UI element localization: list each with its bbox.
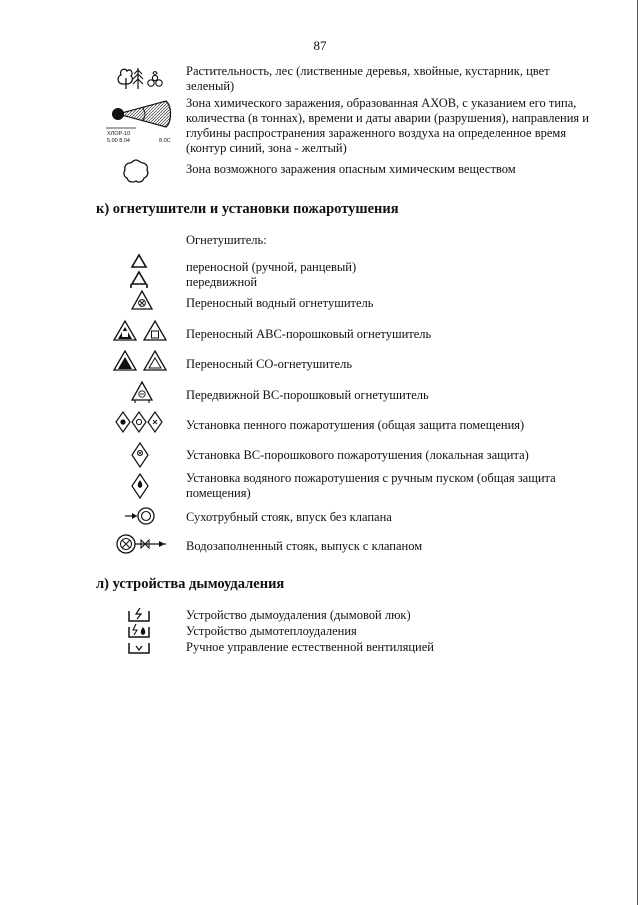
bc-mobile-label: Передвижной ВС-порошковый огнетушитель — [186, 388, 429, 402]
vegetation-description: Растительность, лес (лиственные деревья, хвойные, кустарник, цвет зеленый) — [186, 64, 550, 93]
chemical-zone-description: Зона химического заражения, образованная АХОВ, с указанием его типа, количества (в тоннах), времени и даты аварии (разрушения), направления и глубины распространения зараженного воздуха на определенное время (контур синий, зона - желтый) — [186, 96, 589, 155]
water-installation-label: Установка водяного пожаротушения с ручным пуском (общая защита помещения) — [186, 471, 556, 500]
bc-powder-mobile-extinguisher-icon — [130, 380, 154, 404]
abc-extinguisher-label: Переносный АВС-порошковый огнетушитель — [186, 327, 432, 341]
water-extinguisher-label: Переносный водный огнетушитель — [186, 296, 374, 310]
possible-contamination-zone-icon — [122, 158, 150, 184]
portable-extinguisher-icon — [130, 253, 148, 269]
bc-installation-label: Установка ВС-порошкового пожаротушения (локальная защита) — [186, 448, 529, 462]
section-l-heading: л) устройства дымоудаления — [96, 576, 285, 592]
foam-installation-icon — [115, 410, 163, 434]
foam-installation-label: Установка пенного пожаротушения (общая защита помещения) — [186, 418, 525, 432]
smoke-heat-exhaust-icon — [128, 622, 150, 638]
page-number: 87 — [313, 38, 327, 53]
extinguisher-intro: Огнетушитель: — [186, 233, 267, 247]
page-edge — [637, 0, 638, 905]
chemical-zone-time: 5.00 8.04 — [107, 138, 130, 144]
possible-zone-description: Зона возможного заражения опасным химическим веществом — [186, 162, 516, 176]
portable-label: переносной (ручной, ранцевый) — [186, 260, 357, 274]
dry-riser-icon — [124, 505, 156, 527]
smoke-hatch-icon — [128, 606, 150, 622]
water-installation-manual-icon — [130, 472, 150, 500]
water-extinguisher-icon — [130, 289, 154, 311]
bc-powder-installation-icon — [130, 441, 150, 469]
manual-ventilation-icon — [128, 638, 150, 654]
manual-vent-label: Ручное управление естественной вентиляцией — [186, 640, 434, 654]
dry-riser-label: Сухотрубный стояк, впуск без клапана — [186, 510, 392, 524]
co-extinguisher-label: Переносный СО-огнетушитель — [186, 357, 353, 371]
vegetation-icon — [116, 64, 166, 90]
chemical-zone-depth: 8.0С — [159, 138, 171, 144]
mobile-extinguisher-icon — [130, 270, 148, 288]
co-extinguisher-icon — [113, 349, 169, 373]
smoke-hatch-label: Устройство дымоудаления (дымовой люк) — [186, 608, 411, 622]
smoke-heat-label: Устройство дымотеплоудаления — [186, 624, 357, 638]
abc-powder-extinguisher-icon — [113, 319, 169, 343]
mobile-label: передвижной — [186, 275, 258, 289]
wet-riser-label: Водозаполненный стояк, выпуск с клапаном — [186, 539, 423, 553]
chemical-zone-label: ХЛОР-10 — [107, 131, 131, 137]
section-k-heading: к) огнетушители и установки пожаротушения — [96, 201, 399, 217]
wet-riser-icon — [115, 532, 167, 556]
